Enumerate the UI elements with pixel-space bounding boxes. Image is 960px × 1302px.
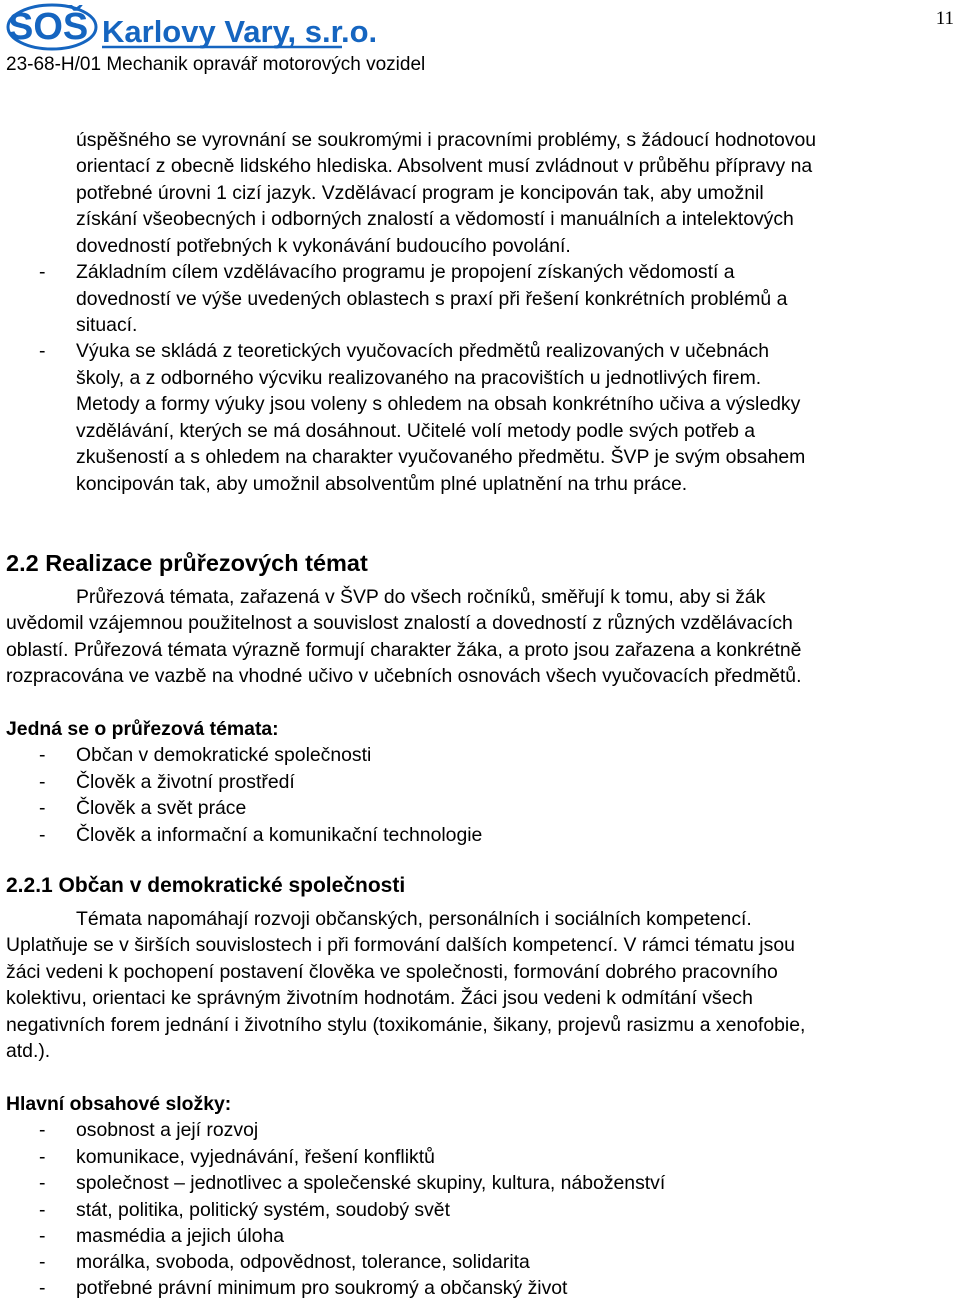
intro-line: orientací z obecně lidského hlediska. Absolvent musí zvládnout v průběhu přípravy na [76, 155, 813, 177]
list-dash: - [39, 1199, 46, 1221]
page-number: 11 [935, 8, 954, 29]
section-2-2-line: uvědomil vzájemnou použitelnost a souvislost znalostí a dovedností z různých vzdělávacích [6, 612, 793, 634]
bullet2-line: školy, a z odborného výcviku realizovaného na pracovištích u jednotlivých firem. [76, 367, 762, 389]
bullet2-line: koncipován tak, aby umožnil absolventům plné uplatnění na trhu práce. [76, 473, 688, 495]
content-item: stát, politika, politický systém, soudobý svět [76, 1199, 450, 1221]
list-dash: - [39, 824, 46, 846]
bullet2-line: zkušeností a s ohledem na charakter vyučovaného předmětu. ŠVP je svým obsahem [76, 446, 806, 468]
section-heading-2-2: 2.2 Realizace průřezových témat [6, 550, 368, 576]
list-dash: - [39, 340, 46, 362]
list-dash: - [39, 1146, 46, 1168]
section-2-2-1-line: Témata napomáhají rozvoji občanských, personálních i sociálních kompetencí. [76, 908, 752, 930]
topic-item: Člověk a informační a komunikační technologie [76, 824, 483, 846]
content-item: masmédia a jejich úloha [76, 1225, 285, 1247]
content-list-heading: Hlavní obsahové složky: [6, 1093, 232, 1115]
topics-list-heading: Jedná se o průřezová témata: [6, 718, 279, 740]
list-dash: - [39, 261, 46, 283]
bullet1-line: situací. [76, 314, 138, 336]
list-dash: - [39, 744, 46, 766]
content-item: komunikace, vyjednávání, řešení konfliktů [76, 1146, 435, 1168]
content-item: osobnost a její rozvoj [76, 1119, 259, 1141]
school-logo [6, 2, 378, 52]
section-2-2-1-line: negativních forem jednání i životního stylu (toxikománie, šikany, projevů rasizmu a xenofobie, [6, 1014, 806, 1036]
intro-line: získání všeobecných i odborných znalostí a vědomostí i manuálních a intelektových [76, 208, 794, 230]
topic-item: Člověk a svět práce [76, 797, 247, 819]
section-2-2-line: Průřezová témata, zařazená v ŠVP do všech ročníků, směřují k tomu, aby si žák [76, 586, 766, 608]
header-subtitle: 23-68-H/01 Mechanik opravář motorových vozidel [6, 54, 426, 75]
topic-item: Člověk a životní prostředí [76, 771, 295, 793]
list-dash: - [39, 1172, 46, 1194]
list-dash: - [39, 771, 46, 793]
bullet1-line: Základním cílem vzdělávacího programu je propojení získaných vědomostí a [76, 261, 735, 283]
section-2-2-line: oblastí. Průřezová témata výrazně formují charakter žáka, a proto jsou zařazena a konkrétně [6, 639, 802, 661]
content-item: morálka, svoboda, odpovědnost, tolerance, solidarita [76, 1251, 530, 1273]
topic-item: Občan v demokratické společnosti [76, 744, 372, 766]
school-logo-graphic [6, 2, 378, 52]
bullet2-line: vzdělávání, kterých se má dosáhnout. Učitelé volí metody podle svých potřeb a [76, 420, 756, 442]
section-2-2-1-line: Uplatňuje se v širších souvislostech i při formování dalších kompetencí. V rámci tématu jsou [6, 934, 795, 956]
bullet1-line: dovedností ve výše uvedených oblastech s praxí při řešení konkrétních problémů a [76, 288, 788, 310]
bullet2-line: Výuka se skládá z teoretických vyučovacích předmětů realizovaných v učebnách [76, 340, 770, 362]
section-2-2-1-line: kolektivu, orientaci ke správným životním hodnotám. Žáci jsou vedeni k odmítání všech [6, 987, 753, 1009]
section-2-2-line: rozpracována ve vazbě na vhodné učivo v učebních osnovách všech vyučovacích předmětů. [6, 665, 802, 687]
list-dash: - [39, 1119, 46, 1141]
list-dash: - [39, 1277, 46, 1299]
svg-text:SOŠ: SOŠ [8, 6, 89, 48]
page-header [6, 2, 954, 80]
list-dash: - [39, 797, 46, 819]
section-2-2-1-line: žáci vedeni k pochopení postavení člověka ve společnosti, formování dobrého pracovního [6, 961, 778, 983]
intro-line: potřebné úrovni 1 cizí jazyk. Vzdělávací program je koncipován tak, aby umožnil [76, 182, 764, 204]
list-dash: - [39, 1251, 46, 1273]
list-dash: - [39, 1225, 46, 1247]
section-2-2-1-line: atd.). [6, 1040, 51, 1062]
content-item: společnost – jednotlivec a společenské skupiny, kultura, náboženství [76, 1172, 666, 1194]
bullet2-line: Metody a formy výuky jsou voleny s ohledem na obsah konkrétního učiva a výsledky [76, 393, 801, 415]
intro-line: dovedností potřebných k vykonávání budoucího povolání. [76, 235, 571, 257]
svg-text:Karlovy Vary, s.r.o.: Karlovy Vary, s.r.o. [102, 14, 378, 49]
intro-line: úspěšného se vyrovnání se soukromými i pracovními problémy, s žádoucí hodnotovou [76, 129, 817, 151]
section-heading-2-2-1: 2.2.1 Občan v demokratické společnosti [6, 874, 406, 897]
content-item: potřebné právní minimum pro soukromý a občanský život [76, 1277, 568, 1299]
